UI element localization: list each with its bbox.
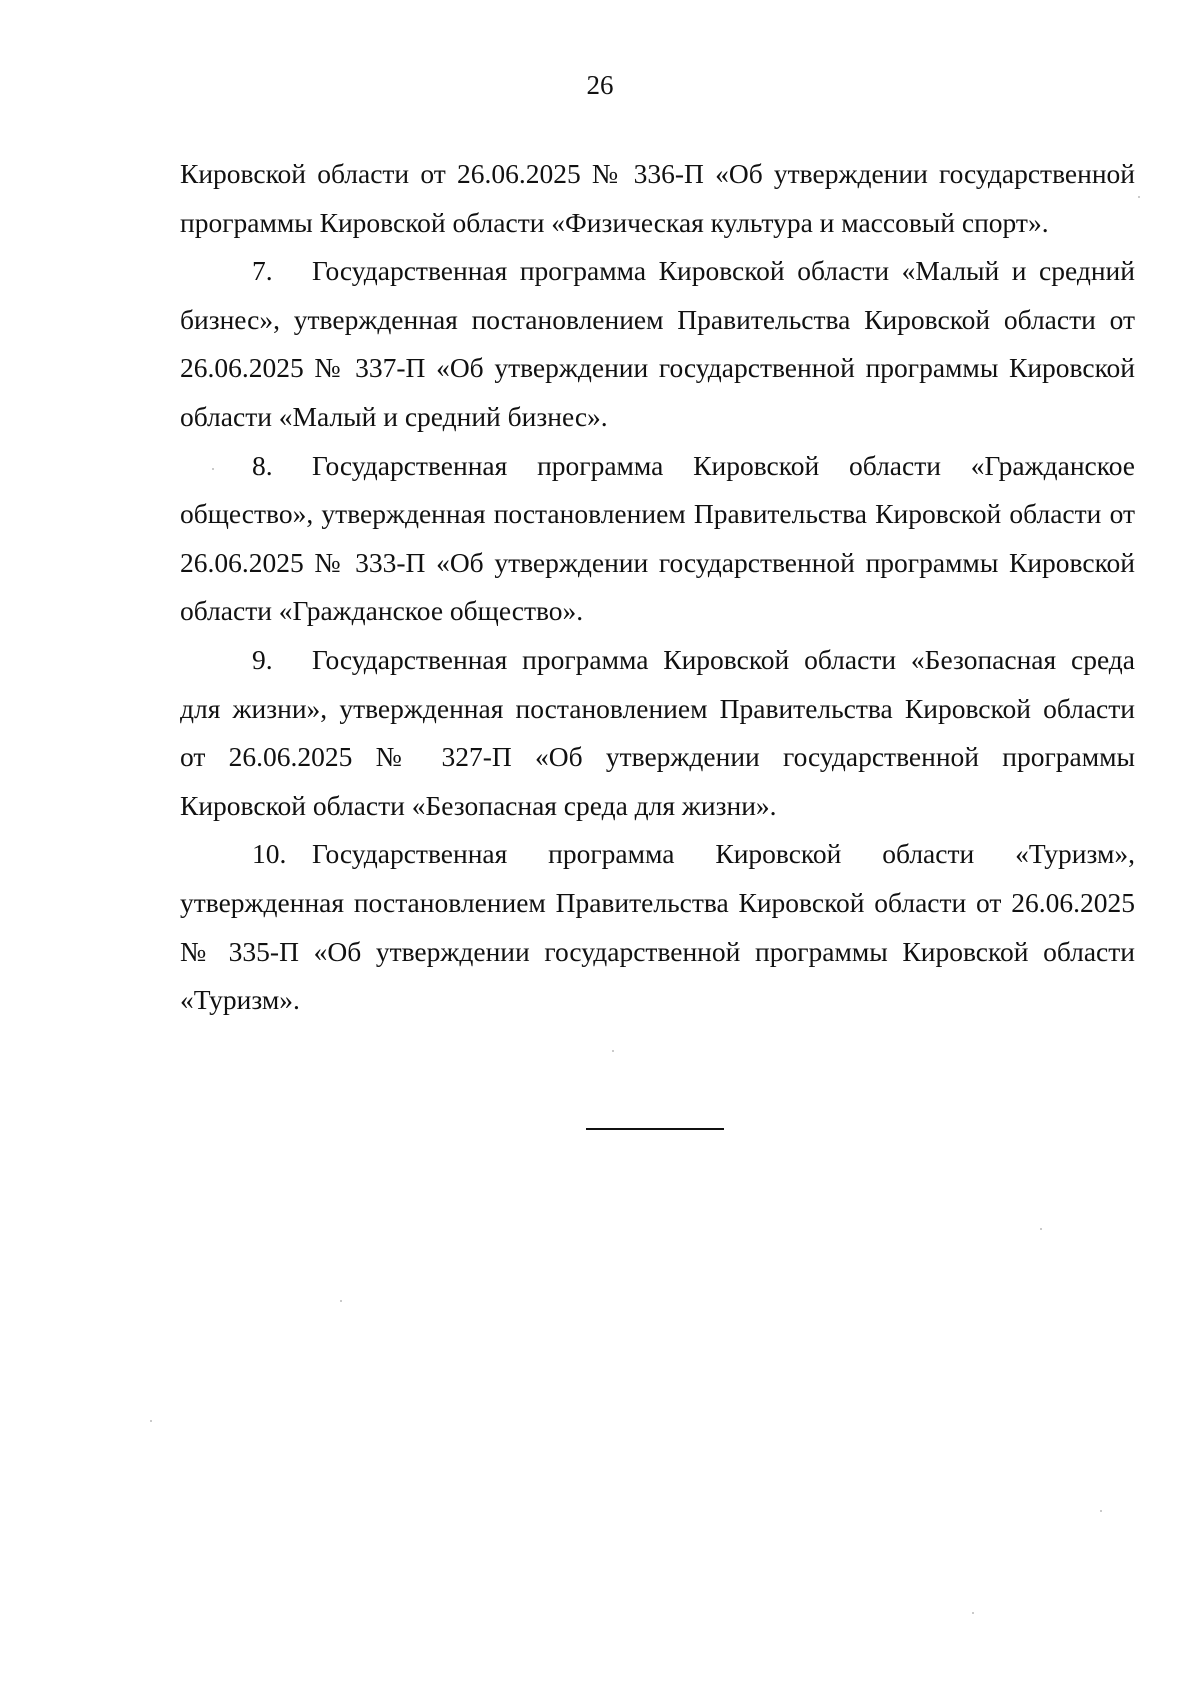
document-body [180,150,1135,1025]
scan-speck [972,1612,974,1614]
scan-speck [1138,196,1140,198]
scan-speck [150,1420,152,1422]
list-item-10 [180,830,1135,1024]
scan-speck [212,468,214,470]
list-item-8 [180,442,1135,636]
list-item-text: Государственная программа Кировской области «Гражданское общество», утвержденная постановлением Правительства Кировской области от 26.06.2025 № 333-П «Об утверждении государственной программы Кировской области «Гражданское общество». [180,449,1135,627]
list-item-text: Государственная программа Кировской области «Малый и средний бизнес», утвержденная постановлением Правительства Кировской области от 26.06.2025 № 337-П «Об утверждении государственной программы Кировской области «Малый и средний бизнес». [180,255,1135,432]
continuation-paragraph: Кировской области от 26.06.2025 № 336-П «Об утверждении государственной программы Кировской области «Физическая культура и массовый спорт». [180,158,1135,238]
list-item-text: Государственная программа Кировской области «Туризм», утвержденная постановлением Правительства Кировской области от 26.06.2025 № 335-П «Об утверждении государственной программы Кировской области «Туризм». [180,838,1135,1016]
scan-speck [340,1300,342,1302]
closing-rule [586,1128,724,1130]
list-item-7 [180,247,1135,441]
list-item-number: 8. [252,449,273,481]
scan-speck [1100,1510,1102,1512]
scan-speck [612,1050,614,1052]
page-number: 26 [586,70,614,100]
list-item-number: 7. [252,255,273,287]
list-item-number: 10. [252,838,287,870]
list-item-text: Государственная программа Кировской области «Безопасная среда для жизни», утвержденная постановлением Правительства Кировской области от 26.06.2025 № 327-П «Об утверждении государственной программы Кировской области «Безопасная среда для жизни». [180,643,1135,821]
scan-speck [1040,1228,1042,1230]
list-item-9 [180,636,1135,830]
list-item-number: 9. [252,643,273,675]
